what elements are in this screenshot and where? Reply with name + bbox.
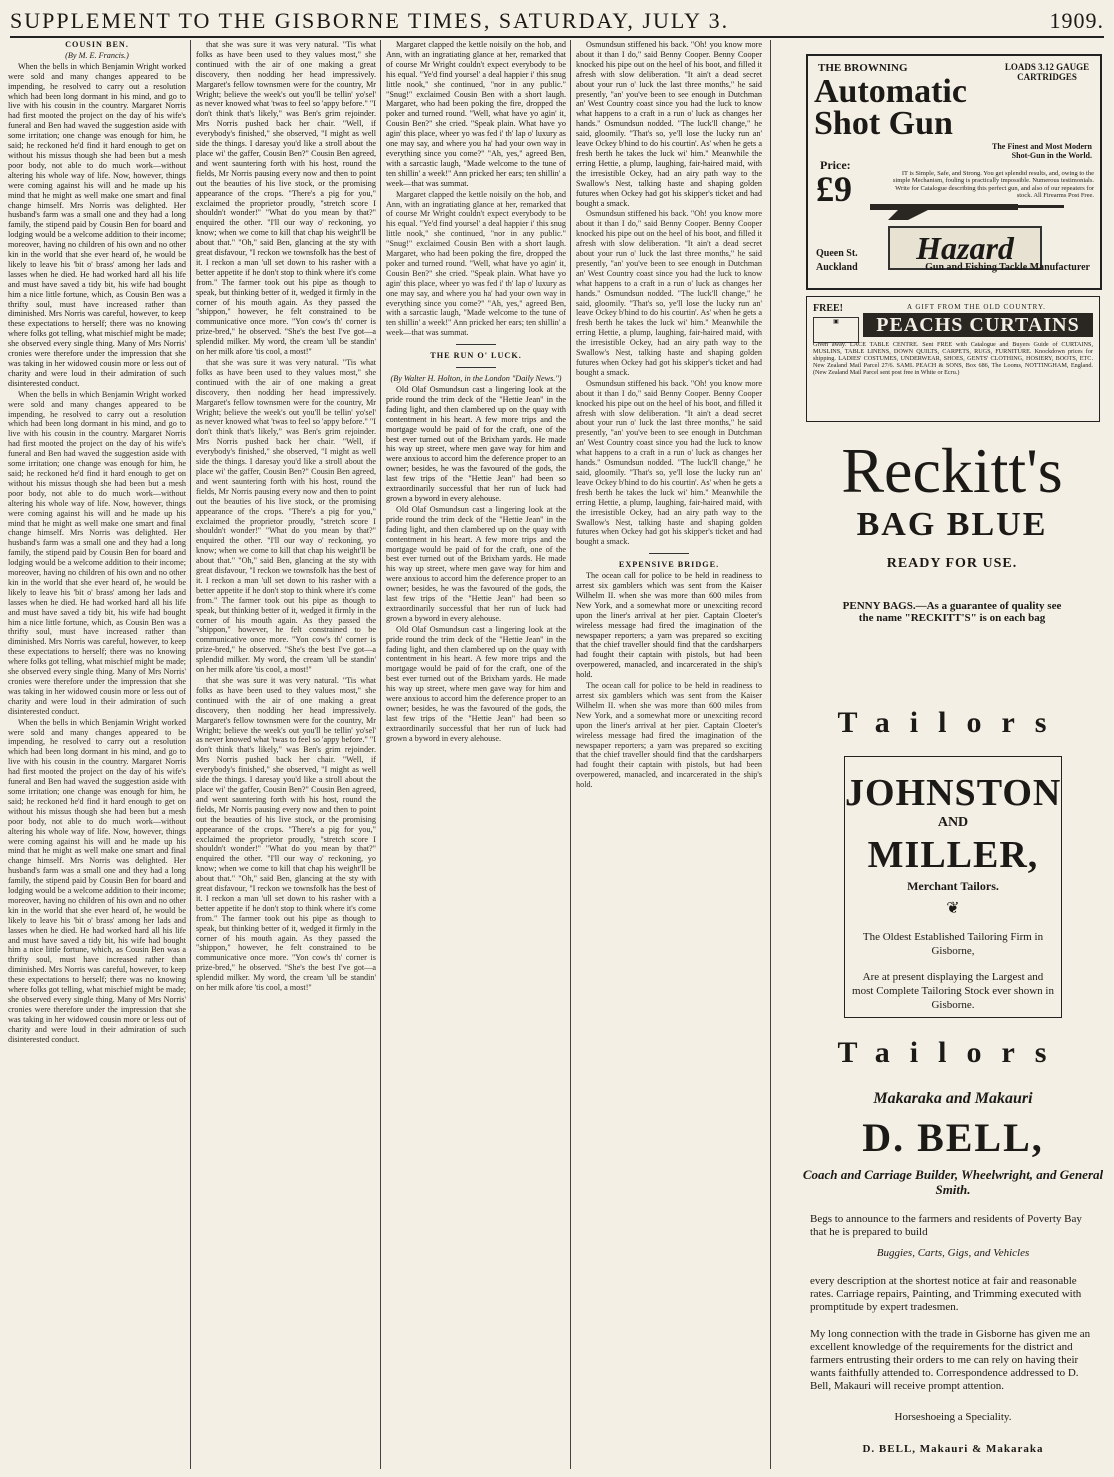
column-4 — [576, 40, 762, 1469]
shotgun-advertisement — [806, 54, 1102, 290]
ad-reckitt-line-1: PENNY BAGS.—As a guarantee of quality see — [842, 600, 1062, 612]
ad-reckitt-product: BAG BLUE — [856, 506, 1048, 543]
masthead — [10, 6, 1104, 38]
story-heading: COUSIN BEN. — [65, 40, 129, 49]
story-byline: (By Walter H. Holton, in the London "Daily News.") — [390, 374, 562, 384]
shotgun-icon — [868, 196, 1068, 222]
ad-tailor-and: AND — [937, 815, 969, 830]
tailors-bottom-letters: Tailors — [837, 1036, 1067, 1069]
column-rule — [770, 40, 771, 1469]
story-divider — [456, 344, 496, 345]
ad-peach-free: FREE! — [813, 303, 843, 314]
ad-bell-rates: every description at the shortest notice at fair and reasonable rates. Carriage repairs, Painting, and Trimming executed with promptitude by expert tradesmen. — [810, 1275, 1082, 1313]
ad-bell-trade: Coach and Carriage Builder, Wheelwright, and General Smith. — [802, 1167, 1104, 1197]
story-text-fill: The ocean call for police to be held in readiness to arrest six gamblers which was sent from the Kaiser Wilhelm II. when she was more than 600 miles from New York, and a somewhat more or unexciting record upon the liner's arrival at her pier. Captain Cloeter's wireless message had fired the imagination of the newspaper reporters; a yarn was prepared so exciting that the chief traveller should find that the cardsharpers had fought their captain with pistols, but had been overpowered, manacled, and incarcerated in the ship's hold. — [576, 681, 762, 790]
ad-reckitt-line-2: the name "RECKITT'S" is on each bag — [858, 612, 1046, 624]
story-text: The ocean call for police to be held in readiness to arrest six gamblers which was sent from the Kaiser Wilhelm II. when she was more than 600 miles from New York, and a somewhat more or unexciting record upon the liner's arrival at her pier. Captain Cloeter's wireless message had fired the imagination of the newspaper reporters; a yarn was prepared so exciting that the chief traveller should find that the cardsharpers had fought their captain with pistols, but had been overpowered, manacled, and incarcerated in the ship's hold. — [576, 571, 762, 680]
ad-gun-top-right: LOADS 3.12 GAUGE CARTRIDGES — [1004, 62, 1090, 82]
column-2 — [196, 40, 376, 1469]
column-3 — [386, 40, 566, 1469]
ad-bell-speciality: Horseshoeing a Speciality. — [894, 1411, 1012, 1423]
ad-peach-gift: A GIFT FROM THE OLD COUNTRY. — [907, 303, 1046, 311]
reckitt-advertisement — [806, 430, 1098, 690]
story-text: Margaret clapped the kettle noisily on the hob, and Ann, with an ingratiating glance at her, remarked that of course Mr Wright couldn't expect everybody to be his equal. "Ye'd find yoursel' a deal happier i' this snug little nook," she continued, "nor in any public." "Snug!" exclaimed Cousin Ben with a short laugh. Margaret, who had been poking the fire, dropped the poker and turned round. "Well, what have yo agin' it, Cousin Ben?" she cried. "Speak plain. What have yo agin' this place, wheer yo was fed i' th' lap o' luxury as one may say, and where you ha' had your own way in everything since you come?" "Ah, yes," agreed Ben, with a sarcastic laugh, "Made welcome to the tune of ten shillin' a week!" Ann pricked her ears; ten shillin' a week—that was summat. — [386, 40, 566, 188]
advertisement-column — [800, 40, 1106, 1469]
tailors-top-letters: Tailors — [837, 706, 1067, 739]
story-text-fill: Old Olaf Osmundsun cast a lingering look at the pride round the trim deck of the "Hettie Jean" in the fading light, and then clambered up on the quay with contentment in his heart. A few more trips and the mortgage would be paid of for the craft, one of the best ever turned out of the Brixham yards. He made his way up street, where men gave way for him and were anxious to accord him the deference proper to an owner; besides, he was the favoured of the gods, the last few trips of the "Hettie Jean" had been so extraordinarily successful that her run of luck had grown a byword in every alehouse. — [386, 624, 566, 743]
column-1 — [8, 40, 186, 1469]
story-text: When the bells in which Benjamin Wright worked were sold and many changes appeared to be impending, he resolved to carry out a resolution which had been long dormant in his mind, and go to live with his cousin in the country. Margaret Norris had first mooted the project on the day of his wife's funeral and Ben had waved the suggestion aside with some irritation; one change was enough for him, he said; he reckoned he'd find it hard enough to get on without his missus though she had been but a mesh poor body, not able to do much work—without altering his whole way of life. Now, however, things were coming against his will and he made up his mind that he might as well make one smart and final change himself. Mrs Norris was delighted. Her husband's farm was a small one and they had a long family, the stipend paid by Cousin Ben for board and lodging would be a welcome addition to their income; moreover, having no children of his own and no other kin in the world that she ever heard of, he would be likely to leave his 'bit o' brass' among her lads and lasses when he died. He had worked hard all his life and must have saved a tidy bit, his wife had bought him a nice little fortune, which, as Cousin Ben was a thrifty soul, must have increased rather than diminished. Mrs Norris was careful, however, to keep these expectations to herself; there was no knowing where folks got telling, what mischief might be made; she observed every single thing. Many of Mrs Norris' cronies were therefore under the impression that she was taking in her widowed cousin more or less out of charity and were loud in their admiration of such disinterested conduct. — [8, 61, 186, 388]
story-text-fill: Osmundsun stiffened his back. "Oh! you know more about it than I do," said Benny Cooper. Benny Cooper knocked his pipe out on the heel of his boot, and filled it afresh with slow deliberation. "It ain't a dead secret about your run o' luck the last three months," he said presently, "an' you've been to see enough in Dutchman an' West Country coast since you had the luck to know what happens to a craft in a run o' luck as changes her hands." Osmundsun nodded. "The luck'll change," he said, gloomily. "That's so, ye'll lose the lucky run an' leave Ockey b'hind to do his courtin'. As' when he gets a fresh berth he takes the luck wi' him." Meanwhile the erring Hettie, a plump, laughing, fair-haired maid, with the irresistible Ockey, had an airy path way to the Swallow's Nest, talking haste and shaping golden futures when Ockey had got his skipper's ticket and had bought a smack. — [576, 209, 762, 377]
story-text: Osmundsun stiffened his back. "Oh! you know more about it than I do," said Benny Cooper. Benny Cooper knocked his pipe out on the heel of his boot, and filled it afresh with slow deliberation. "It ain't a dead secret about your run o' luck the last three months," he said presently, "an' you've been to see enough in Dutchman an' West Country coast since you had the luck to know what happens to a craft in a run o' luck as changes her hands." Osmundsun nodded. "The luck'll change," he said, gloomily. "That's so, ye'll lose the lucky run an' leave Ockey b'hind to do his courtin'. As' when he gets a fresh berth he takes the luck wi' him." Meanwhile the erring Hettie, a plump, laughing, fair-haired maid, with the irresistible Ockey, had an airy path way to the Swallow's Nest, talking haste and shaping golden futures when Ockey had got his skipper's ticket and had bought a smack. — [576, 40, 762, 208]
ad-reckitt-ready: READY FOR USE. — [886, 556, 1018, 571]
ad-gun-address-1: Queen St. — [816, 248, 858, 259]
ad-tailor-name-2: MILLER, — [867, 834, 1039, 876]
ad-bell-vehicles: Buggies, Carts, Gigs, and Vehicles — [876, 1247, 1030, 1259]
ad-tailor-name-1: JOHNSTON — [845, 772, 1062, 814]
tailors-box — [844, 756, 1062, 1018]
ad-gun-price-label: Price: — [820, 158, 851, 172]
ad-gun-brand: Hazard — [888, 226, 1042, 270]
ad-bell-name: D. BELL, — [862, 1115, 1044, 1160]
column-rule — [380, 40, 381, 1469]
column-rule — [570, 40, 571, 1469]
story-text-fill: that she was sure it was very natural. "Tis what folks as have been used to they values most," she continued with the air of one making a great discovery, then nodding her head impressively. Margaret's fellow townsmen were for the country, Mr Wright; believe the week's out you'll be tellin' yo'sel' as never knowed what 'twas to feel so 'appy before." "I don't think that's likely," was Ben's grim rejoinder. Mrs Norris pushed back her chair. "Well, if everybody's finished," she observed, "I might as well side the things. I daresay you'd like a stroll about the place wi' the gaffer, Cousin Ben?" Cousin Ben agreed, and went sauntering forth with his host, round the fields, Mr Norris pausing every now and then to point out the beauties of his live stock, or the promising appearance of the crops. "There's a pig for you," exclaimed the proprietor proudly, "stretch score I shouldn't wonder!" "What do you mean by that?" enquired the other. "I'll our way o' reckoning, yo know; when we come to kill that chap his weight'll be about that." "Oh," said Ben, glancing at the sty with great disfavour, "I reckon we townsfolk has the best of it. I reckon a man 'ull set down to his rasher with a better appetite if he don't stop to think where it's come from." The farmer took out his pipe as though to speak, but thinking better of it, wedged it firmly in the corner of his mouth again. As they passed the "shippon," however, he felt constrained to be communicative once more. "Yon cow's th' corner is prize-bred," he observed. "She's the best I've got—a splendid milker. My word, the cream 'ull be standin' on her milk afore 'tis cool, a most!" — [196, 358, 376, 675]
ad-peach-logo: PEACHS CURTAINS — [863, 313, 1093, 337]
ad-gun-finest: The Finest and Most Modern Shot-Gun in the World. — [992, 142, 1092, 160]
column-rule — [190, 40, 191, 1469]
ad-peach-body: Given away. LACE TABLE CENTRE. Sent FREE with Catalogue and Buyers Guide of CURTAINS, MUSLINS, TABLE LINENS, DOWN QUILTS, CARPETS, RUGS, FURNITURE. Knockdown prices for shipping. LADIES' COSTUMES, UNDERWEAR, SHOES, GENTS' CLOTHING, HOSIERY, BOOTS, ETC. New Zealand Mail Parcel 27/6. SAML PEACH & SONS, Box 686, The Looms, NOTTINGHAM, England. (New Zealand Mail Parcel sent post free in White or Ecru.) — [813, 341, 1093, 376]
ad-bell-announcement: Begs to announce to the farmers and residents of Poverty Bay that he is prepared to build — [810, 1213, 1082, 1238]
coachbuilder-advertisement — [800, 1090, 1106, 1470]
ad-gun-blurb: IT is Simple, Safe, and Strong. You get splendid results, and, owing to the simple Mechanism, fouling is practically impossible. Numerous testimonials. Write for Catalogue describing this perfect gun, and also of our repeaters for stock. All Firearms Post Free. — [892, 170, 1094, 200]
ad-tailor-text-1: The Oldest Established Tailoring Firm in Gisborne, — [862, 931, 1044, 957]
ad-gun-top-left: THE BROWNING — [818, 62, 908, 74]
ad-tailor-text-2: Are at present displaying the Largest and most Complete Tailoring Stock ever shown in Gisborne. — [852, 971, 1054, 1011]
ad-bell-place: Makaraka and Makauri — [873, 1090, 1033, 1107]
story-text: that she was sure it was very natural. "Tis what folks as have been used to they values most," she continued with the air of one making a great discovery, then nodding her head impressively. Margaret's fellow townsmen were for the country, Mr Wright; believe the week's out you'll be tellin' yo'sel' as never knowed what 'twas to feel so 'appy before." "I don't think that's likely," was Ben's grim rejoinder. Mrs Norris pushed back her chair. "Well, if everybody's finished," she observed, "I might as well side the things. I daresay you'd like a stroll about the place wi' the gaffer, Cousin Ben?" Cousin Ben agreed, and went sauntering forth with his host, round the fields, Mr Norris pausing every now and then to point out the beauties of his live stock, or the promising appearance of the crops. "There's a pig for you," exclaimed the proprietor proudly, "stretch score I shouldn't wonder!" "What do you mean by that?" enquired the other. "I'll our way o' reckoning, yo know; when we come to kill that chap his weight'll be about that." "Oh," said Ben, glancing at the sty with great disfavour, "I reckon we townsfolk has the best of it. I reckon a man 'ull set down to his rasher with a better appetite if he don't stop to think where it's come from." The farmer took out his pipe as though to speak, but thinking better of it, wedged it firmly in the corner of his mouth again. As they passed the "shippon," however, he felt constrained to be communicative once more. "Yon cow's th' corner is prize-bred," he observed. "She's the best I've got—a splendid milker. My word, the cream 'ull be standin' on her milk afore 'tis cool, a most!" — [196, 40, 376, 357]
story-text-fill: Margaret clapped the kettle noisily on the hob, and Ann, with an ingratiating glance at her, remarked that of course Mr Wright couldn't expect everybody to be his equal. "Ye'd find yoursel' a deal happier i' this snug little nook," she continued, "nor in any public." "Snug!" exclaimed Cousin Ben with a short laugh. Margaret, who had been poking the fire, dropped the poker and turned round. "Well, what have yo agin' it, Cousin Ben?" she cried. "Speak plain. What have yo agin' this place, wheer yo was fed i' th' lap o' luxury as one may say, and where you ha' had your own way in everything since you come?" "Ah, yes," agreed Ben, with a sarcastic laugh, "Made welcome to the tune of ten shillin' a week!" Ann pricked her ears; ten shillin' a week—that was summat. — [386, 189, 566, 338]
story-byline: (By M. E. Francis.) — [65, 50, 129, 60]
parcel-icon: ▣ — [813, 317, 859, 343]
ad-gun-address-2: Auckland — [816, 262, 858, 273]
story-heading: EXPENSIVE BRIDGE. — [618, 560, 720, 570]
ad-gun-name: Automatic Shot Gun — [814, 73, 967, 142]
story-text-fill: Osmundsun stiffened his back. "Oh! you know more about it than I do," said Benny Cooper. Benny Cooper knocked his pipe out on the heel of his boot, and filled it afresh with slow deliberation. "It ain't a dead secret about your run o' luck the last three months," he said presently, "an' you've been to see enough in Dutchman an' West Country coast since you had the luck to know what happens to a craft in a run o' luck as changes her hands." Osmundsun nodded. "The luck'll change," he said, gloomily. "That's so, ye'll lose the lucky run an' leave Ockey b'hind to do his courtin'. As' when he gets a fresh berth he takes the luck wi' him." Meanwhile the erring Hettie, a plump, laughing, fair-haired maid, with the irresistible Ockey, had an airy path way to the Swallow's Nest, talking haste and shaping golden futures when Ockey had got his skipper's ticket and had bought a smack. — [576, 378, 762, 547]
ad-tailor-trade: Merchant Tailors. — [907, 879, 999, 893]
ad-gun-subtitle: Gun and Fishing Tackle Manufacturer — [925, 262, 1090, 273]
story-text-fill: When the bells in which Benjamin Wright worked were sold and many changes appeared to be impending, he resolved to carry out a resolution which had been long dormant in his mind, and go to live with his cousin in the country. Margaret Norris had first mooted the project on the day of his wife's funeral and Ben had waved the suggestion aside with some irritation; one change was enough for him, he said; he reckoned he'd find it hard enough to get on without his missus though she had been but a mesh poor body, not able to do much work—without altering his whole way of life. Now, however, things were coming against his will and he made up his mind that he might as well make one smart and final change himself. Mrs Norris was delighted. Her husband's farm was a small one and they had a long family, the stipend paid by Cousin Ben for board and lodging would be a welcome addition to their income; moreover, having no children of his own and no other kin in the world that she ever heard of, he would be likely to leave his 'bit o' brass' among her lads and lasses when he died. He had worked hard all his life and must have saved a tidy bit, his wife had bought him a nice little fortune, which, as Cousin Ben was a thrifty soul, must have increased rather than diminished. Mrs Norris was careful, however, to keep these expectations to herself; there was no knowing where folks got telling, what mischief might be made; she observed every single thing. Many of Mrs Norris' cronies were therefore under the impression that she was taking in her widowed cousin more or less out of charity and were loud in their admiration of such disinterested conduct. — [8, 389, 186, 716]
ad-gun-price: £9 — [816, 169, 852, 209]
story-divider — [456, 367, 496, 368]
story-text-fill: that she was sure it was very natural. "Tis what folks as have been used to they values most," she continued with the air of one making a great discovery, then nodding her head impressively. Margaret's fellow townsmen were for the country, Mr Wright; believe the week's out you'll be tellin' yo'sel' as never knowed what 'twas to feel so 'appy before." "I don't think that's likely," was Ben's grim rejoinder. Mrs Norris pushed back her chair. "Well, if everybody's finished," she observed, "I might as well side the things. I daresay you'd like a stroll about the place wi' the gaffer, Cousin Ben?" Cousin Ben agreed, and went sauntering forth with his host, round the fields, Mr Norris pausing every now and then to point out the beauties of his live stock, or the promising appearance of the crops. "There's a pig for you," exclaimed the proprietor proudly, "stretch score I shouldn't wonder!" "What do you mean by that?" enquired the other. "I'll our way o' reckoning, yo know; when we come to kill that chap his weight'll be about that." "Oh," said Ben, glancing at the sty with great disfavour, "I reckon we townsfolk has the best of it. I reckon a man 'ull set down to his rasher with a better appetite if he don't stop to think where it's come from." The farmer took out his pipe as though to speak, but thinking better of it, wedged it firmly in the corner of his mouth again. As they passed the "shippon," however, he felt constrained to be communicative once more. "Yon cow's th' corner is prize-bred," he observed. "She's the best I've got—a splendid milker. My word, the cream 'ull be standin' on her milk afore 'tis cool, a most!" — [196, 676, 376, 993]
story-text-fill: Old Olaf Osmundsun cast a lingering look at the pride round the trim deck of the "Hettie Jean" in the fading light, and then clambered up on the quay with contentment in his heart. A few more trips and the mortgage would be paid of for the craft, one of the best ever turned out of the Brixham yards. He made his way up street, where men gave way for him and were anxious to accord him the deference proper to an owner; besides, he was the favoured of the gods, the last few trips of the "Hettie Jean" had been so extraordinarily successful that her run of luck had grown a byword in every alehouse. — [386, 504, 566, 623]
story-text: Old Olaf Osmundsun cast a lingering look at the pride round the trim deck of the "Hettie Jean" in the fading light, and then clambered up on the quay with contentment in his heart. A few more trips and the mortgage would be paid of for the craft, one of the best ever turned out of the Brixham yards. He made his way up street, where men gave way for him and were anxious to accord him the deference proper to an owner; besides, he was the favoured of the gods, the last few trips of the "Hettie Jean" had been so extraordinarily successful that her run of luck had grown a byword in every alehouse. — [386, 385, 566, 503]
ornament-icon: ❦ — [946, 900, 960, 917]
ad-reckitt-name: Reckitt's — [841, 435, 1063, 506]
story-heading: THE RUN O' LUCK. — [430, 351, 522, 361]
masthead-year: 1909. — [1049, 8, 1104, 33]
story-text-fill: When the bells in which Benjamin Wright worked were sold and many changes appeared to be impending, he resolved to carry out a resolution which had been long dormant in his mind, and go to live with his cousin in the country. Margaret Norris had first mooted the project on the day of his wife's funeral and Ben had waved the suggestion aside with some irritation; one change was enough for him, he said; he reckoned he'd find it hard enough to get on without his missus though she had been but a mesh poor body, not able to do much work—without altering his whole way of life. Now, however, things were coming against his will and he made up his mind that he might as well make one smart and final change himself. Mrs Norris was delighted. Her husband's farm was a small one and they had a long family, the stipend paid by Cousin Ben for board and lodging would be a welcome addition to their income; moreover, having no children of his own and no other kin in the world that she ever heard of, he would be likely to leave his 'bit o' brass' among her lads and lasses when he died. He had worked hard all his life and must have saved a tidy bit, his wife had bought him a nice little fortune, which, as Cousin Ben was a thrifty soul, must have increased rather than diminished. Mrs Norris was careful, however, to keep these expectations to herself; there was no knowing where folks got telling, what mischief might be made; she observed every single thing. Many of Mrs Norris' cronies were therefore under the impression that she was taking in her widowed cousin more or less out of charity and were loud in their admiration of such disinterested conduct. — [8, 717, 186, 1044]
ad-bell-signature: D. BELL, Makauri & Makaraka — [862, 1443, 1044, 1455]
masthead-title: SUPPLEMENT TO THE GISBORNE TIMES, SATURDAY, JULY 3. — [10, 8, 730, 33]
tailors-advertisement — [806, 706, 1098, 1082]
story-divider — [649, 553, 689, 554]
ad-bell-connection: My long connection with the trade in Gisborne has given me an excellent knowledge of the requirements for the district and farmers entrusting their orders to me can rely on having their wants faithfully attended to. Correspondence addressed to D. Bell, Makauri will receive prompt attention. — [810, 1328, 1091, 1392]
curtains-advertisement — [806, 296, 1100, 422]
